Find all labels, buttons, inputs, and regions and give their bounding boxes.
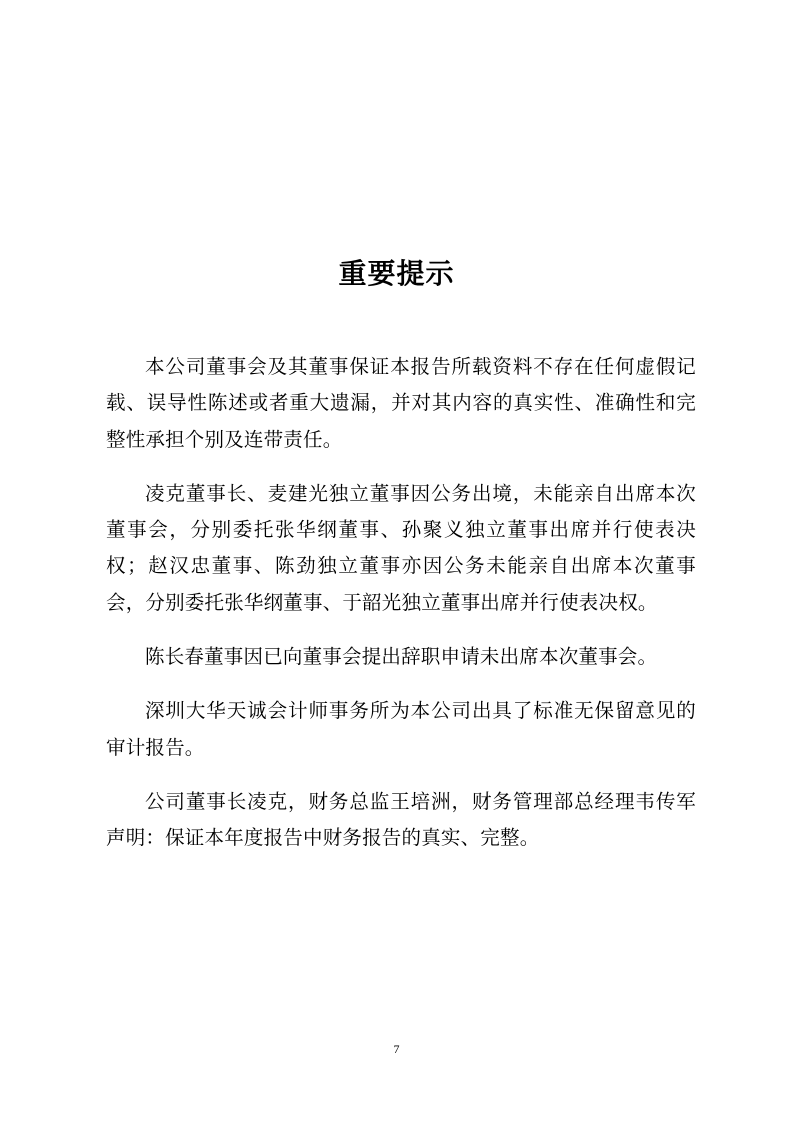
document-body (106, 349, 696, 875)
paragraph-director-absence-proxy: 凌克董事长、麦建光独立董事因公务出境，未能亲自出席本次董事会，分别委托张华纲董事、孙聚义独立董事出席并行使表决权；赵汉忠董事、陈劲独立董事亦因公务未能亲自出席本次董事会，分别委托张华纲董事、于韶光独立董事出席并行使表决权。 (106, 481, 696, 614)
paragraph-financial-statement-declaration: 公司董事长凌克，财务总监王培洲，财务管理部总经理韦传军声明：保证本年度报告中财务报告的真实、完整。 (106, 789, 696, 850)
paragraph-responsibility-statement: 本公司董事会及其董事保证本报告所载资料不存在任何虚假记载、误导性陈述或者重大遗漏，并对其内容的真实性、准确性和完整性承担个别及连带责任。 (106, 355, 696, 451)
paragraph-director-resignation: 陈长春董事因已向董事会提出辞职申请未出席本次董事会。 (145, 645, 658, 669)
paragraph-audit-opinion: 深圳大华天诚会计师事务所为本公司出具了标准无保留意见的审计报告。 (106, 699, 696, 759)
page-title: 重要提示 (338, 257, 455, 290)
page-number: 7 (393, 1042, 400, 1056)
